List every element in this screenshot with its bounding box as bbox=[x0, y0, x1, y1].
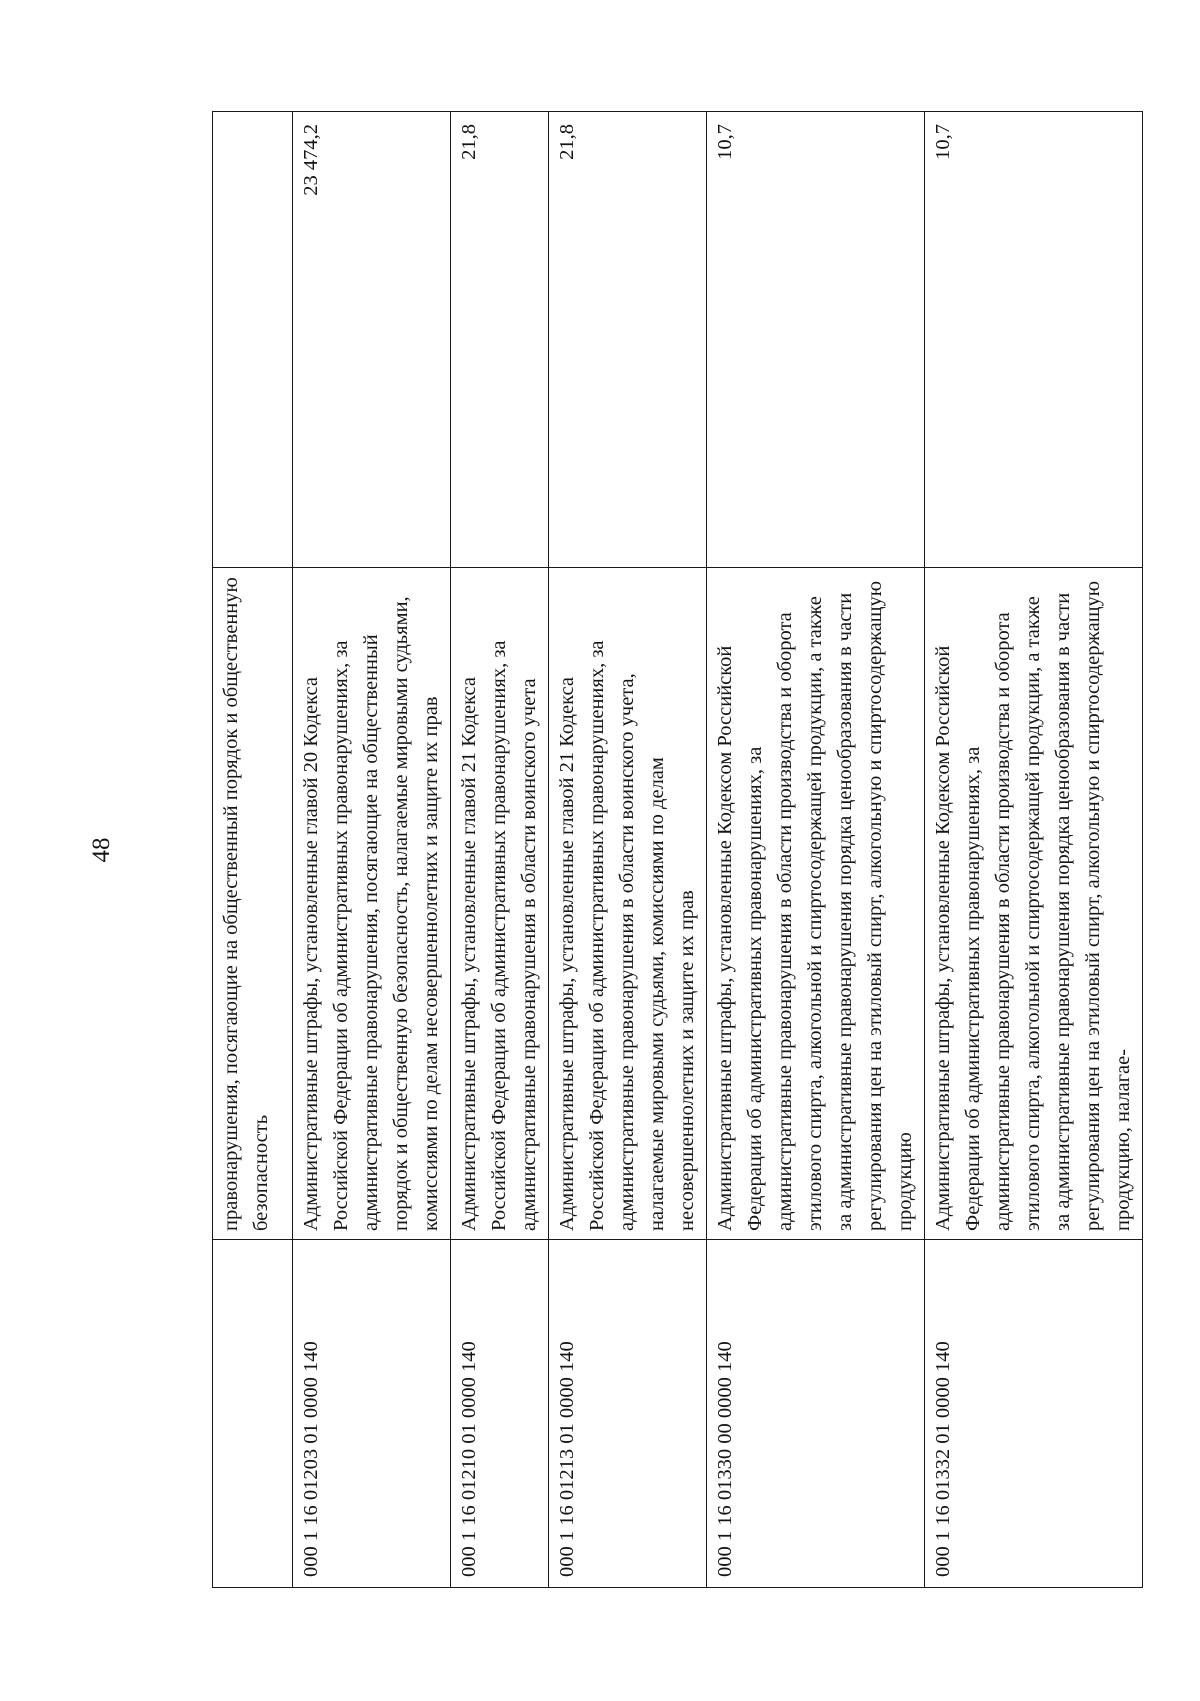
table-cell-name: Административные штрафы, установленные Кодексом Российской Федерации об административных правонарушениях, за административные правонарушения в области производства и оборота этилового спирта, алкогольной и спиртосодержащей продукции, а также за административные правонарушения порядка ценообразования в части регулирования цен на этиловый спирт, алкогольную и спиртосодержащую продукцию bbox=[707, 568, 925, 1240]
table-cell-name: правонарушения, посягающие на общественный порядок и общественную безопасность bbox=[213, 568, 293, 1240]
table-cell-amount: 21,8 bbox=[549, 112, 707, 568]
table-cell-code: 000 1 16 01210 01 0000 140 bbox=[451, 1240, 549, 1588]
table-row bbox=[451, 112, 549, 1588]
budget-revenue-table bbox=[212, 111, 1143, 1588]
table-cell-amount: 10,7 bbox=[707, 112, 925, 568]
table-cell-name: Административные штрафы, установленные главой 21 Кодекса Российской Федерации об административных правонарушениях, за административные правонарушения в области воинского учета, налагаемые мировыми судьями, комиссиями по делам несовершеннолетних и защите их прав bbox=[549, 568, 707, 1240]
table-cell-name: Административные штрафы, установленные главой 21 Кодекса Российской Федерации об административных правонарушениях, за административные правонарушения в области воинского учета bbox=[451, 568, 549, 1240]
table-cell-code bbox=[213, 1240, 293, 1588]
page-number: 48 bbox=[88, 837, 115, 863]
table-cell-name: Административные штрафы, установленные Кодексом Российской Федерации об административных правонарушениях, за административные правонарушения в области производства и оборота этилового спирта, алкогольной и спиртосодержащей продукции, а также за административные правонарушения порядка ценообразования в части регулирования цен на этиловый спирт, алкогольную и спиртосодержащую продукцию, налагае- bbox=[925, 568, 1143, 1240]
table-cell-amount: 21,8 bbox=[451, 112, 549, 568]
table-cell-amount bbox=[213, 112, 293, 568]
table-row bbox=[293, 112, 451, 1588]
table-cell-code: 000 1 16 01203 01 0000 140 bbox=[293, 1240, 451, 1588]
rotated-table-container bbox=[212, 112, 1134, 1588]
table-cell-name: Административные штрафы, установленные главой 20 Кодекса Российской Федерации об административных правонарушениях, за административные правонарушения, посягающие на общественный порядок и общественную безопасность, налагаемые мировыми судьями, комиссиями по делам несовершеннолетних и защите их прав bbox=[293, 568, 451, 1240]
table-cell-amount: 10,7 bbox=[925, 112, 1143, 568]
table-row bbox=[213, 112, 293, 1588]
table-cell-code: 000 1 16 01330 00 0000 140 bbox=[707, 1240, 925, 1588]
table-row bbox=[925, 112, 1143, 1588]
table-row bbox=[549, 112, 707, 1588]
table-cell-code: 000 1 16 01332 01 0000 140 bbox=[925, 1240, 1143, 1588]
table-cell-code: 000 1 16 01213 01 0000 140 bbox=[549, 1240, 707, 1588]
table-cell-amount: 23 474,2 bbox=[293, 112, 451, 568]
table-row bbox=[707, 112, 925, 1588]
